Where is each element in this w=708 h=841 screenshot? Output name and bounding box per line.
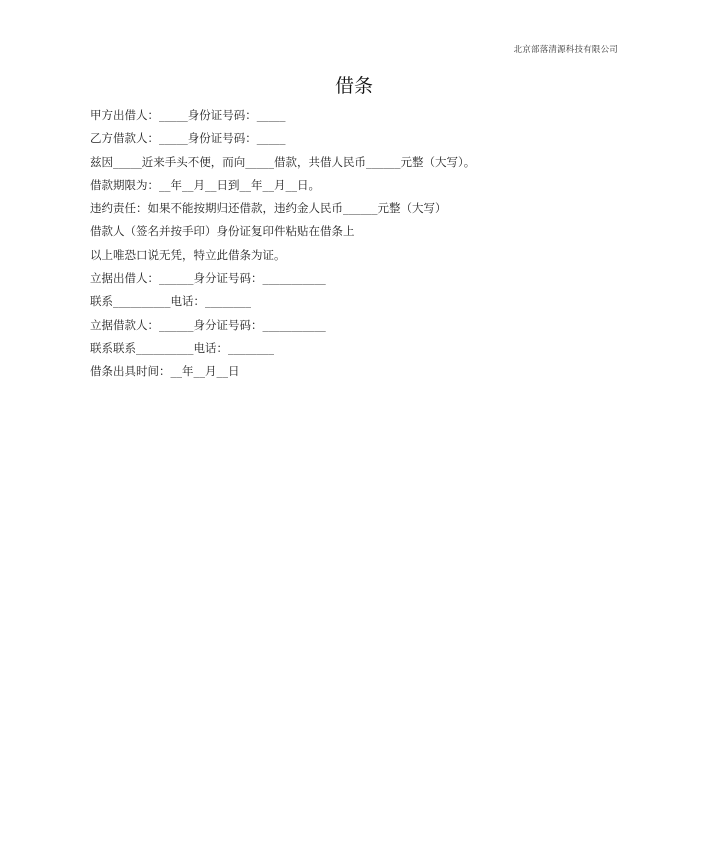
borrower-signature-line: 立据借款人：______身分证号码：___________ — [90, 317, 326, 332]
header-company-name: 北京部落清源科技有限公司 — [513, 45, 618, 55]
borrower-contact-line: 联系联系__________电话：________ — [90, 340, 274, 355]
document-body — [90, 105, 650, 385]
penalty-line: 违约责任：如果不能按期归还借款，违约金人民币______元整（大写） — [90, 201, 447, 216]
lender-contact-line: 联系__________电话：________ — [90, 294, 251, 309]
lender-signature-line: 立据出借人：______身分证号码：___________ — [90, 271, 326, 286]
evidence-line: 以上唯恐口说无凭，特立此借条为证。 — [90, 247, 286, 262]
loan-reason-line: 兹因_____近来手头不便，而向_____借款，共借人民币______元整（大写）。 — [90, 154, 476, 169]
document-title: 借条 — [334, 75, 373, 97]
lender-line: 甲方出借人：_____身份证号码：_____ — [90, 108, 286, 122]
issue-date-line: 借条出具时间：__年__月__日 — [90, 364, 240, 379]
id-copy-line: 借款人（签名并按手印）身份证复印件粘贴在借条上 — [90, 224, 355, 239]
borrower-line: 乙方借款人：_____身份证号码：_____ — [90, 131, 286, 146]
loan-term-line: 借款期限为：__年__月__日到__年__月__日。 — [90, 177, 320, 192]
